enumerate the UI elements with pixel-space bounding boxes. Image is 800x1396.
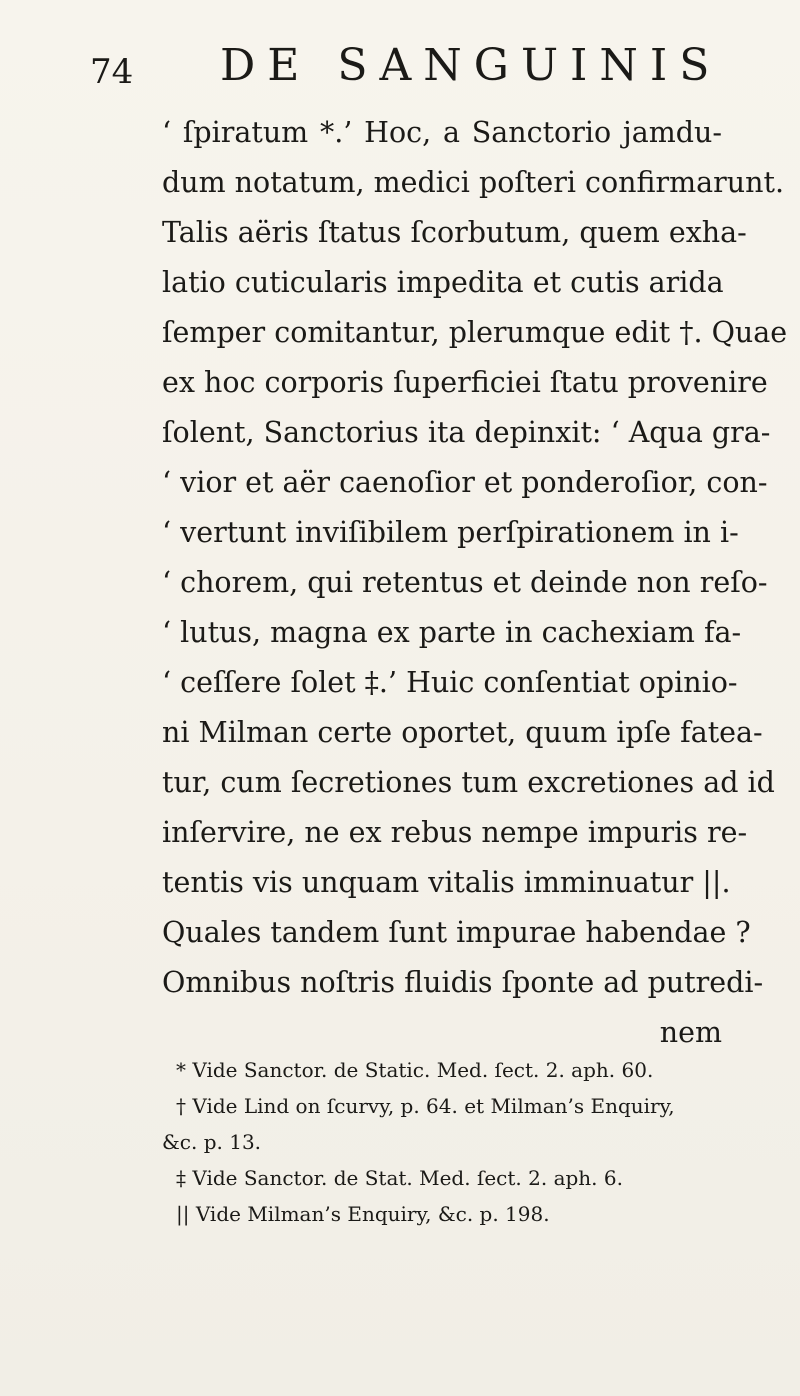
text-line: tur, cum ſecretiones tum excretiones ad id [162,766,775,799]
page-number: 74 [90,52,134,92]
footnote-continuation: &c. p. 13. [162,1130,262,1154]
text-line: ni Milman certe oportet, quum ipſe fatea- [162,716,763,749]
running-head [90,38,750,98]
text-line: ſolent, Sanctorius ita depinxit: ‘ Aqua gra- [162,416,771,449]
text-line: tentis vis unquam vitalis imminuatur ||. [162,866,731,899]
footnote: ‡ Vide Sanctor. de Stat. Med. ſect. 2. aph. 6. [176,1166,623,1190]
text-line: ex hoc corporis ſuperficiei ſtatu provenire [162,366,768,399]
footnote: || Vide Milman’s Enquiry, &c. p. 198. [176,1202,550,1226]
footnote: † Vide Lind on ſcurvy, p. 64. et Milman’s Enquiry, [176,1094,675,1118]
text-line: inſervire, ne ex rebus nempe impuris re- [162,816,748,849]
catchword: nem [659,1016,722,1049]
text-line: ‘ lutus, magna ex parte in cachexiam fa- [162,616,742,649]
body-text [162,108,788,1058]
text-line: Quales tandem ſunt impurae habendae ? [162,916,751,949]
footnote: * Vide Sanctor. de Static. Med. ſect. 2. aph. 60. [176,1058,654,1082]
text-line: ſemper comitantur, plerumque edit †. Quae [162,316,788,349]
running-head-title: DE SANGUINIS [220,40,722,91]
footnotes [162,1052,722,1232]
text-line: ‘ ſpiratum *.’ Hoc, a Sanctorio jamdu- [162,116,722,149]
text-line: ‘ ceſſere ſolet ‡.’ Huic conſentiat opinio- [162,666,738,699]
text-line: Talis aëris ſtatus ſcorbutum, quem exha- [162,216,747,249]
text-line: Omnibus noſtris fluidis ſponte ad putredi- [162,966,764,999]
text-line: dum notatum, medici poſteri confirmarunt. [162,166,785,199]
text-line: latio cuticularis impedita et cutis arida [162,266,724,299]
text-line: ‘ vior et aër caenoſior et ponderoſior, con- [162,466,768,499]
text-line: ‘ chorem, qui retentus et deinde non reſo- [162,566,768,599]
text-line: ‘ vertunt inviſibilem perſpirationem in i- [162,516,739,549]
